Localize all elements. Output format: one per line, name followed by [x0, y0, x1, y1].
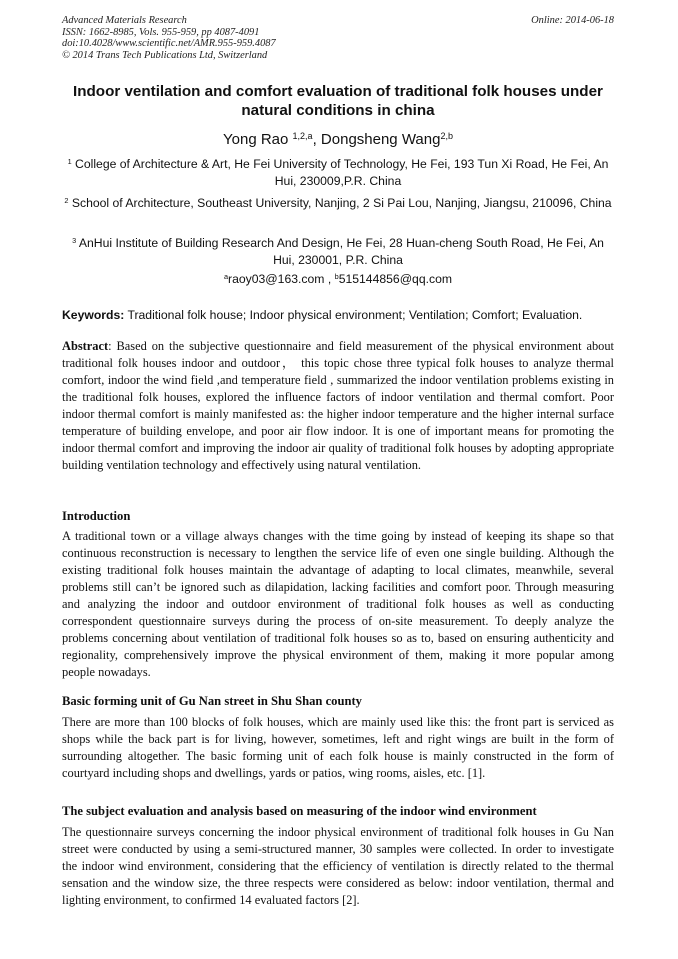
- affiliation-1: [62, 156, 614, 190]
- abstract-text: : Based on the subjective questionnaire and field measurement of the physical environment about traditional folk houses indoor and outdoor， this topic chose three typical folk houses to analyze thermal comfort, indoor the wind field ,and temperature field , summarized the indoor ventilation problems existing in the traditional folk houses, explored the influence factors of indoor ventilation and thermal comfort. Poor indoor thermal comfort is mainly manifested as: the higher indoor temperature and the higher internal surface temperature of building envelope, and poor air flow indoor. It is one of important means for promoting the indoor thermal comfort and improving the indoor air quality of traditional folk houses by adopting appropriate building ventilation technology and effectively using natural ventilation.: [62, 339, 614, 472]
- section-heading: The subject evaluation and analysis based on measuring of the indoor wind environment: [62, 804, 537, 818]
- section-body: There are more than 100 blocks of folk houses, which are mainly used like this: the front part is serviced as shops while the back part is for living, however, sometimes, left and right wings are built in the form of surrounding altogether. The basic forming unit of each folk house is mainly constructed in the form of courtyard including shops and dwellings, yards or patios, wing rooms, aisles, etc. [1].: [62, 715, 614, 780]
- section-heading: Introduction: [62, 509, 131, 523]
- author-affiliation-mark: 2,b: [440, 131, 453, 142]
- section-heading: Basic forming unit of Gu Nan street in Shu Shan county: [62, 694, 362, 708]
- journal-name: Advanced Materials Research: [62, 15, 187, 26]
- journal-header: [62, 15, 276, 61]
- journal-issn: ISSN: 1662-8985, Vols. 955-959, pp 4087-4091: [62, 26, 260, 38]
- paper-title: Indoor ventilation and comfort evaluation of traditional folk houses under natural conditions in china: [73, 83, 603, 119]
- author-name: Dongsheng Wang: [320, 131, 441, 148]
- affiliation-3: [62, 235, 614, 269]
- email-separator: ,: [324, 272, 335, 286]
- email-link[interactable]: raoy03@163.com: [228, 272, 325, 286]
- abstract: [62, 338, 614, 474]
- email-mark: b: [334, 271, 339, 281]
- keywords-text: Traditional folk house; Indoor physical environment; Ventilation; Comfort; Evaluation.: [124, 308, 583, 322]
- journal-copyright: © 2014 Trans Tech Publications Ltd, Switzerland: [62, 49, 268, 61]
- affiliation-number: 3: [72, 235, 77, 245]
- journal-doi: doi:10.4028/www.scientific.net/AMR.955-959.4087: [62, 38, 276, 50]
- author-name: Yong Rao: [223, 131, 289, 148]
- keywords-label: Keywords:: [62, 308, 125, 322]
- affiliation-text: AnHui Institute of Building Research And Design, He Fei, 28 Huan-cheng South Road, He Fei, An Hui, 230001, P.R. China: [78, 236, 604, 267]
- section-body: The questionnaire surveys concerning the indoor physical environment of traditional folk houses in Gu Nan street were conducted by using a semi-structured manner, 30 samples were collected. In order to investigate the indoor wind environment, considering that the efficiency of ventilation is directly related to the thermal sensation and the window size, the three respects were considered as below: indoor ventilation, thermal and lighting environment, to confirmed 14 evaluated factors [2].: [62, 825, 614, 907]
- online-date: Online: 2014-06-18: [531, 15, 614, 26]
- affiliation-2: [62, 191, 614, 215]
- author-emails: [62, 271, 614, 287]
- author-separator: ,: [312, 131, 321, 148]
- affiliation-text: College of Architecture & Art, He Fei University of Technology, He Fei, 193 Tun Xi Road, He Fei, An Hui, 230009,P.R. China: [75, 157, 609, 188]
- email-mark: a: [223, 271, 229, 281]
- affiliation-text: School of Architecture, Southeast University, Nanjing, 2 Si Pai Lou, Nanjing, Jiangsu, 210096, China: [71, 196, 612, 210]
- abstract-label: Abstract: [62, 339, 109, 353]
- affiliation-number: 2: [64, 195, 69, 205]
- author-line: [62, 130, 614, 150]
- section-body: A traditional town or a village always changes with the time going by instead of keeping its shape so that continuous reconstruction is necessary to lengthen the service life of even one single building. Although the existing traditional folk houses maintain the advantage of adapting to local climates, meanwhile, several problems still can’t be ignored such as dilapidation, lacking facilities and comfort poor. Through measuring and analyzing the indoor and outdoor environment of traditional folk houses as well as conducting correspondent questionnaire surveys during the process of on-site measurement. To deeply analyze the problems concerning about ventilation of traditional folk houses so as to, based on ensuring authenticity and regionality, comprehensively improve the physical environment of them, making it more popular among people nowadays.: [62, 529, 614, 679]
- keywords: [62, 307, 614, 323]
- email-link[interactable]: 515144856@qq.com: [338, 272, 453, 286]
- author-affiliation-mark: 1,2,a: [292, 131, 313, 142]
- affiliation-number: 1: [67, 156, 72, 166]
